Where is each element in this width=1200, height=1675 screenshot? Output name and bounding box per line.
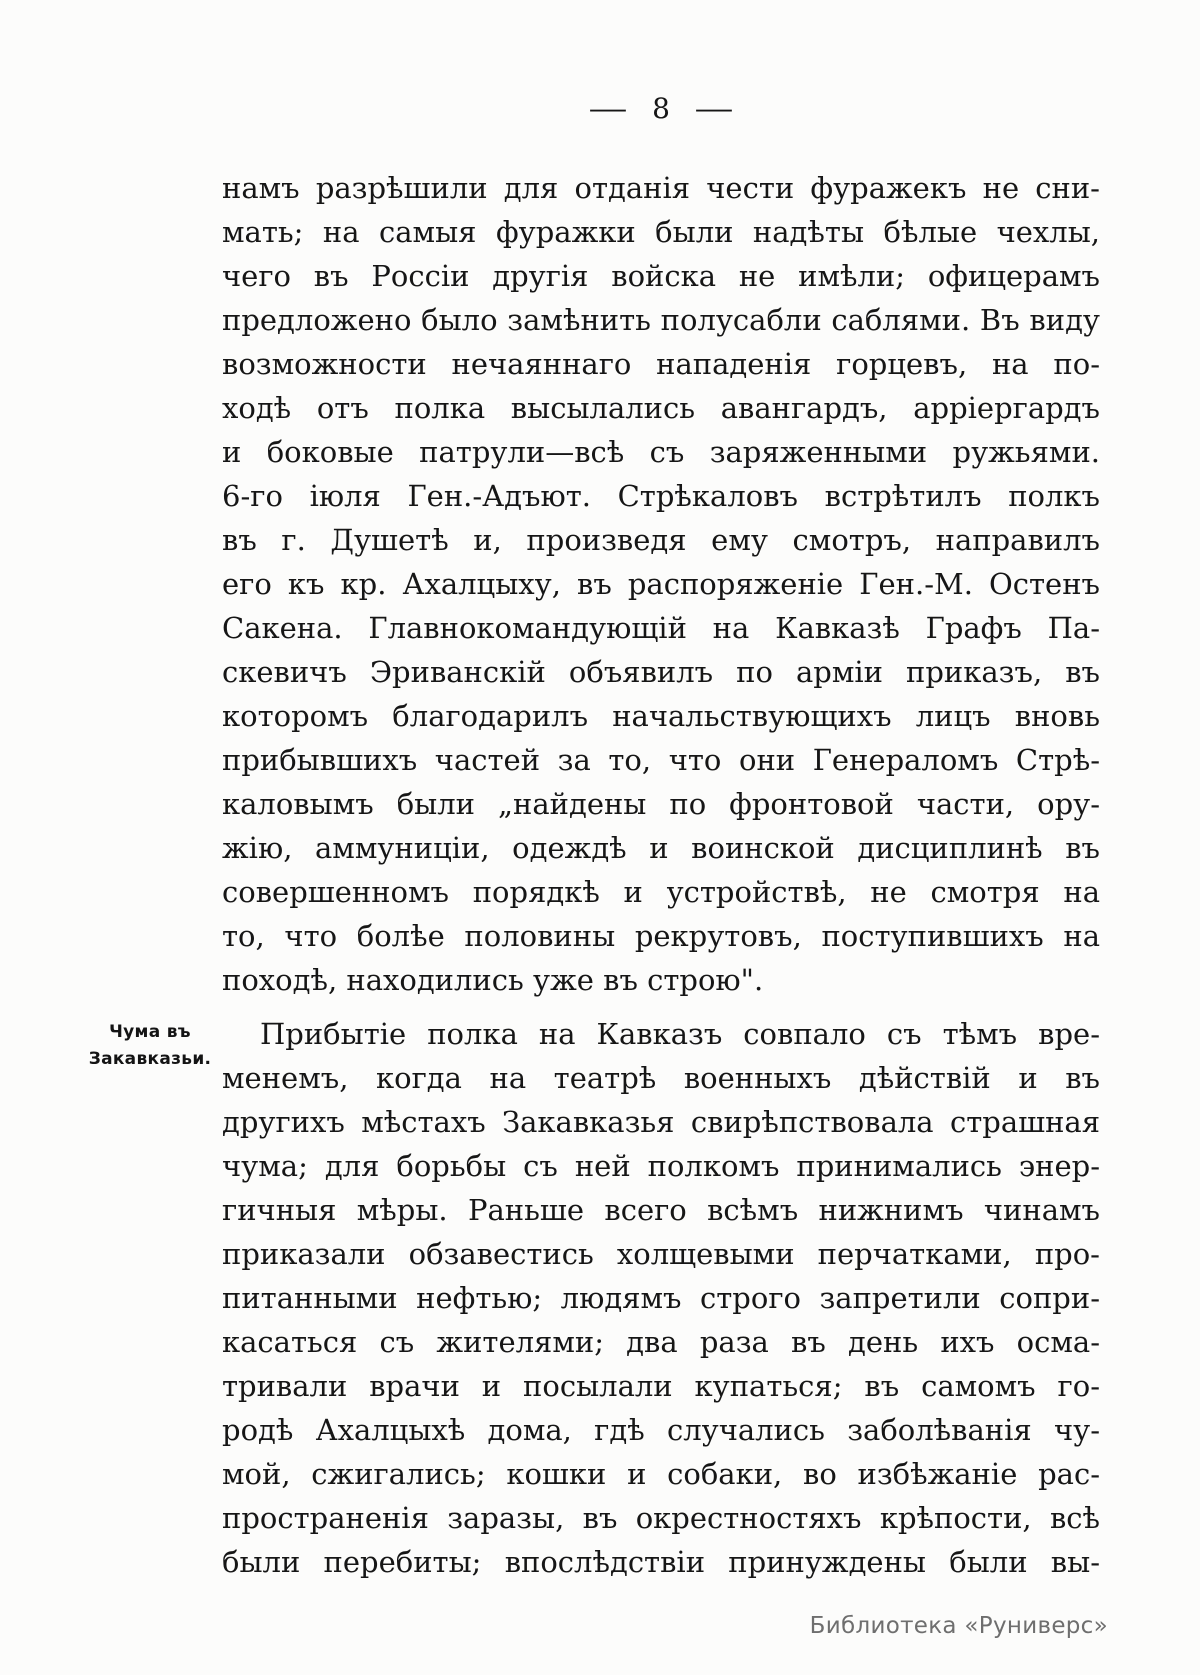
text-line: возможности нечаяннаго нападенія горцевъ, на по- [222,347,1100,381]
text-line: скевичъ Эриванскій объявилъ по арміи приказъ, въ [222,655,1100,689]
text-line: ходѣ отъ полка высылались авангардъ, арріергардъ [222,391,1100,425]
page-number-header [222,92,1100,125]
text-line: предложено было замѣнить полусабли саблями. Въ виду [222,303,1100,337]
text-block [222,166,1100,1584]
text-line: 6-го іюля Ген.-Адъют. Стрѣкаловъ встрѣтилъ полкъ [222,479,1100,513]
margin-note-line-1: Чума въ [109,1022,191,1042]
text-line: приказали обзавестись холщевыми перчатками, про- [222,1237,1100,1271]
text-line: намъ разрѣшили для отданія чести фуражекъ не сни- [222,171,1100,205]
text-line: которомъ благодарилъ начальствующихъ лицъ вновь [222,699,1100,733]
text-line: прибывшихъ частей за то, что они Генераломъ Стрѣ- [222,743,1100,777]
header-dash-right: — [694,92,734,125]
text-line: тривали врачи и посылали купаться; въ самомъ го- [222,1369,1100,1403]
text-line: совершенномъ порядкѣ и устройствѣ, не смотря на [222,875,1100,909]
margin-note [84,1019,216,1073]
text-line: менемъ, когда на театрѣ военныхъ дѣйствій и въ [222,1061,1100,1095]
text-line: гичныя мѣры. Раньше всего всѣмъ нижнимъ чинамъ [222,1193,1100,1227]
margin-note-line-2: Закавказьи. [88,1049,212,1069]
text-line: были перебиты; впослѣдствіи принуждены были вы- [222,1545,1100,1579]
text-line: Сакена. Главнокомандующій на Кавказѣ Графъ Па- [222,611,1100,645]
library-watermark: Библиотека «Руниверс» [809,1613,1108,1639]
text-line: жію, аммуниціи, одеждѣ и воинской дисциплинѣ въ [222,831,1100,865]
text-line: то, что болѣе половины рекрутовъ, поступившихъ на [222,919,1100,953]
text-line: его къ кр. Ахалцыху, въ распоряженіе Ген.-М. Остенъ [222,567,1100,601]
text-line: Прибытіе полка на Кавказъ совпало съ тѣмъ вре- [260,1017,1100,1051]
header-page-number: 8 [652,92,670,125]
text-line: чума; для борьбы съ ней полкомъ принимались энер- [222,1149,1100,1183]
text-line: походѣ, находились уже въ строю". [222,963,764,997]
text-line: родѣ Ахалцыхѣ дома, гдѣ случались заболѣванія чу- [222,1413,1100,1447]
header-dash-left: — [588,92,628,125]
paragraph-2 [222,1012,1100,1584]
paragraph-1 [222,166,1100,1002]
text-line: мать; на самыя фуражки были надѣты бѣлые чехлы, [222,215,1100,249]
text-line: мой, сжигались; кошки и собаки, во избѣжаніе рас- [222,1457,1100,1491]
text-line: касаться съ жителями; два раза въ день ихъ осма- [222,1325,1100,1359]
text-line: въ г. Душетѣ и, произведя ему смотръ, направилъ [222,523,1100,557]
text-line: пространенія заразы, въ окрестностяхъ крѣпости, всѣ [222,1501,1100,1535]
text-line: другихъ мѣстахъ Закавказья свирѣпствовала страшная [222,1105,1100,1139]
text-line: чего въ Россіи другія войска не имѣли; офицерамъ [222,259,1100,293]
text-line: каловымъ были „найдены по фронтовой части, ору- [222,787,1100,821]
text-line: питанными нефтью; людямъ строго запретили сопри- [222,1281,1100,1315]
text-line: и боковые патрули—всѣ съ заряженными ружьями. [222,435,1100,469]
